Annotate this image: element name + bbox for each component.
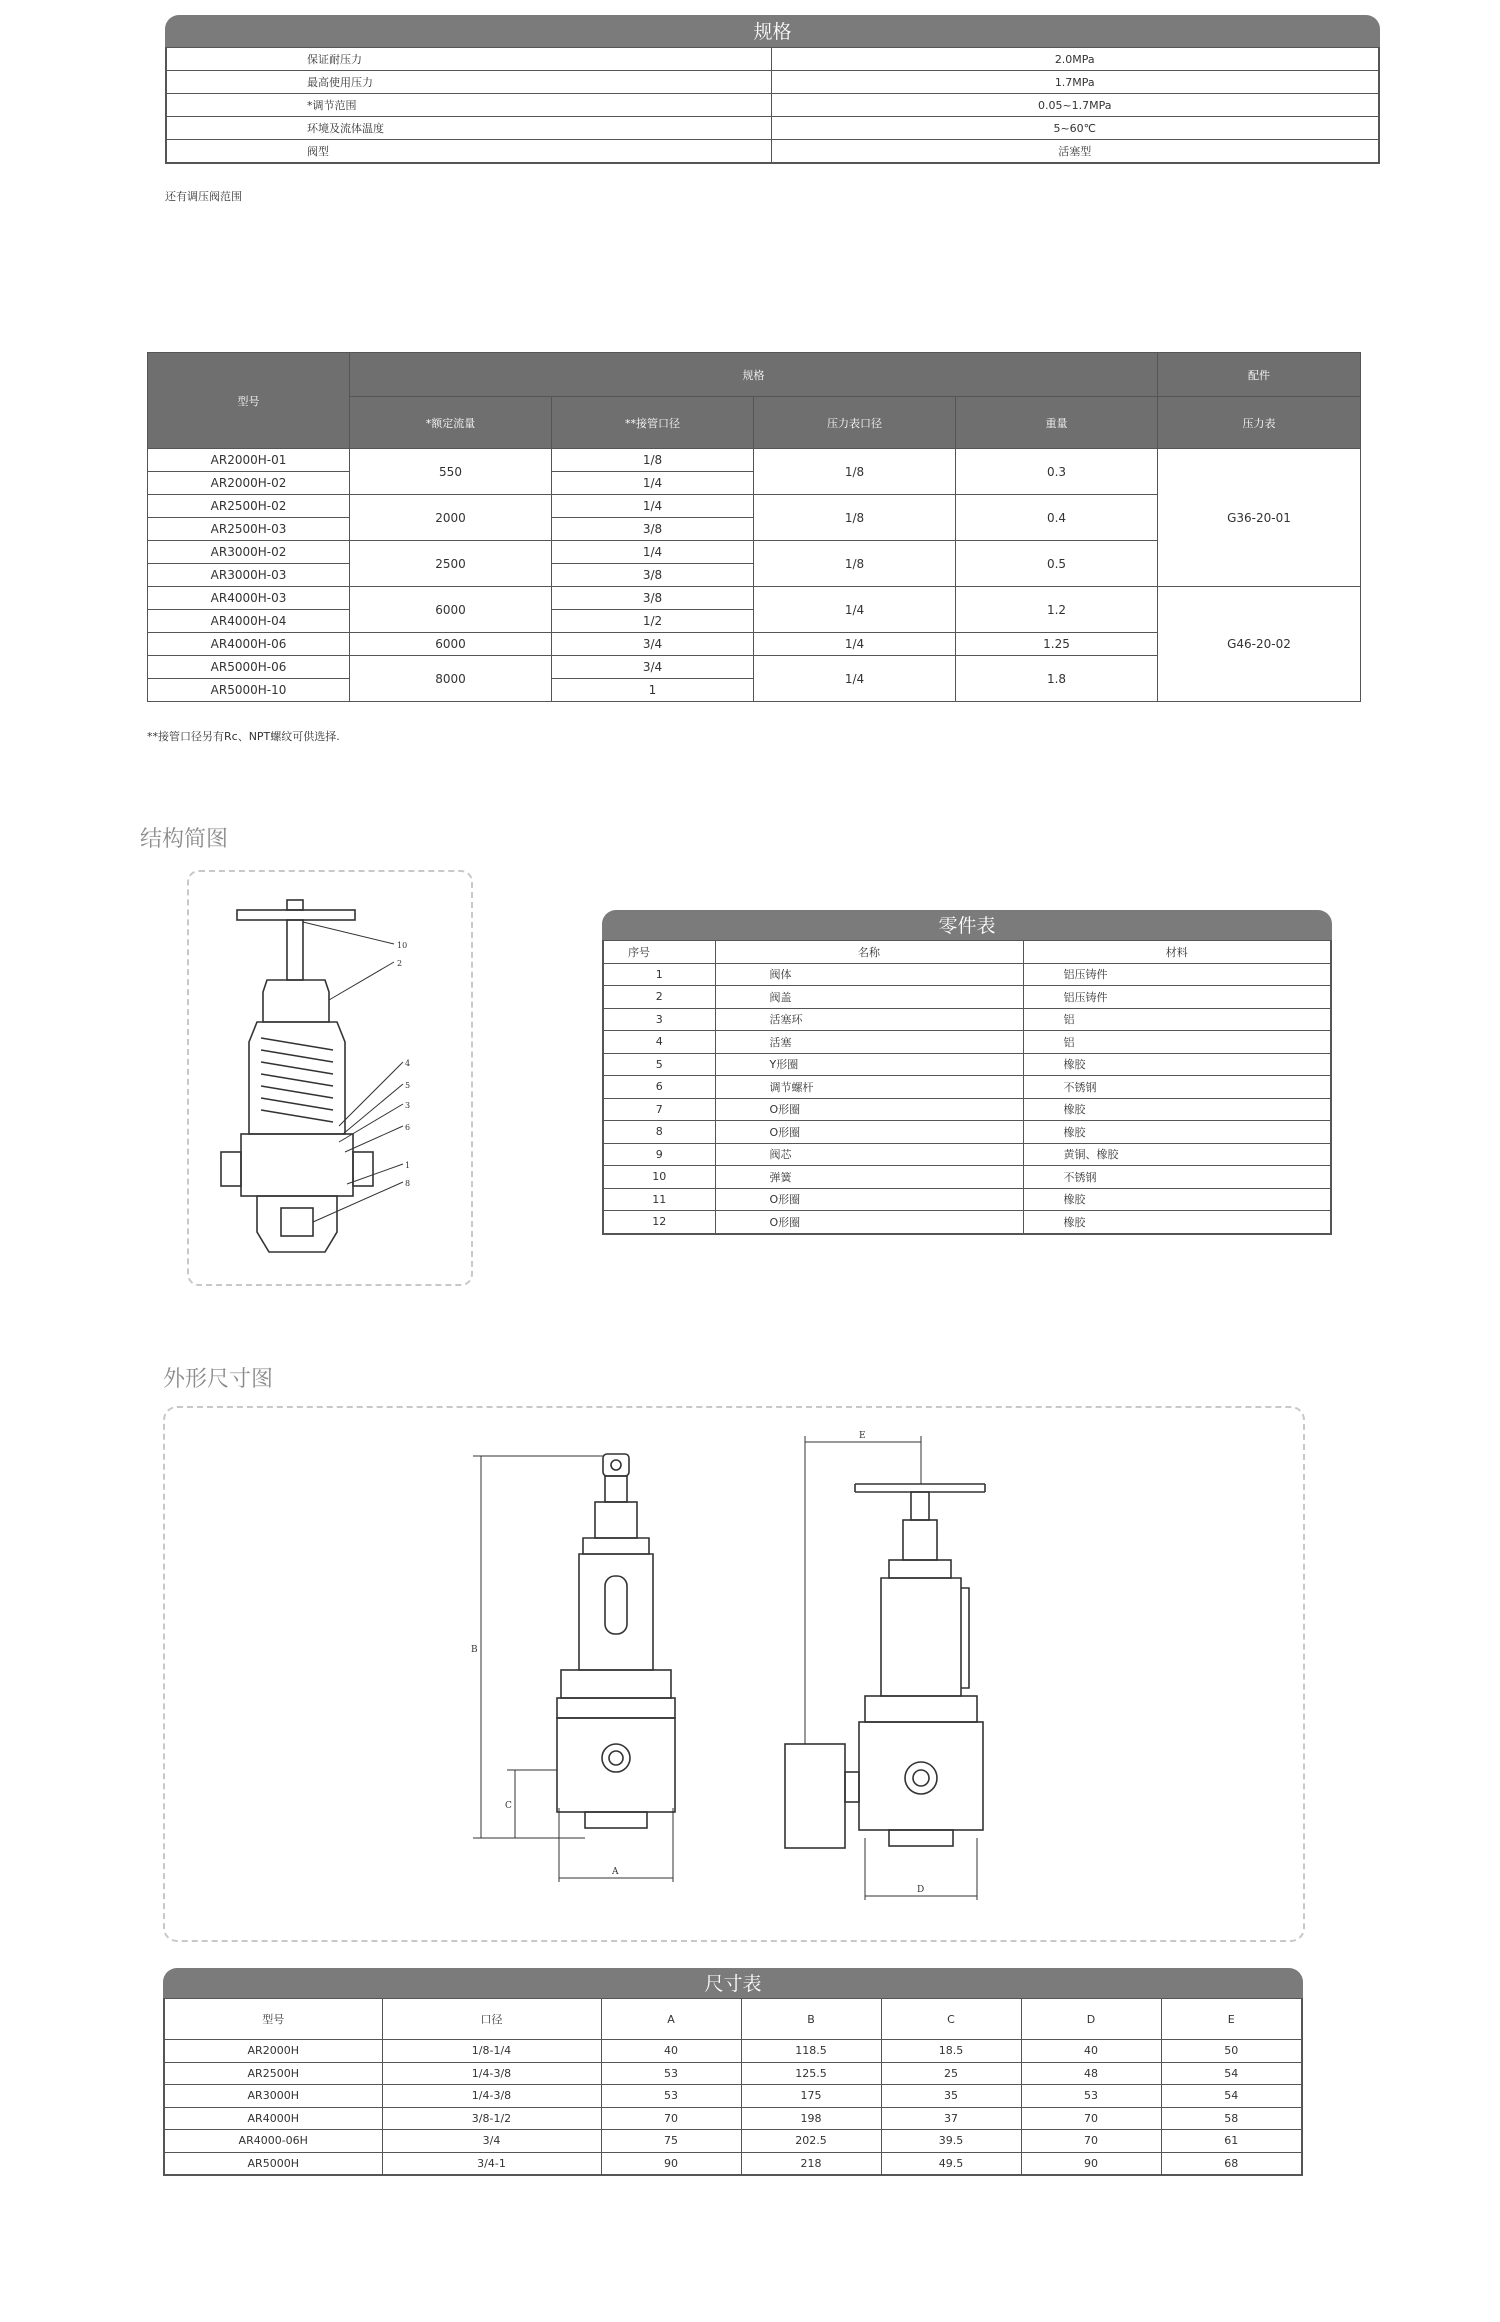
dim-cell: 54 — [1161, 2062, 1302, 2085]
weight-cell: 1.2 — [956, 587, 1158, 633]
col-weight: 重量 — [956, 397, 1158, 449]
spec-label: *调节范围 — [166, 94, 771, 117]
col-b: B — [741, 1999, 881, 2040]
port-cell: 1/2 — [552, 610, 754, 633]
part-name: 阀体 — [715, 963, 1023, 986]
port-cell: 1/4 — [552, 472, 754, 495]
flow-cell: 2500 — [350, 541, 552, 587]
callout-label: 3 — [405, 1101, 411, 1110]
parts-table-title: 零件表 — [602, 910, 1332, 940]
table-row — [603, 1211, 1331, 1234]
part-material: 不锈钢 — [1023, 1166, 1331, 1189]
dim-cell: AR2000H — [164, 2040, 382, 2063]
dim-label-d: D — [917, 1885, 925, 1895]
port-cell: 1/8 — [552, 449, 754, 472]
table-row — [603, 1188, 1331, 1211]
dimension-drawing-title: 外形尺寸图 — [163, 1367, 274, 1392]
model-cell: AR3000H-02 — [148, 541, 350, 564]
part-name: 调节螺杆 — [715, 1076, 1023, 1099]
dim-cell: 70 — [1021, 2107, 1161, 2130]
dim-cell: 1/4-3/8 — [382, 2085, 601, 2108]
weight-cell: 0.4 — [956, 495, 1158, 541]
callout-label: 2 — [397, 959, 403, 968]
col-flow: *额定流量 — [350, 397, 552, 449]
dim-cell: AR5000H — [164, 2152, 382, 2175]
model-cell: AR3000H-03 — [148, 564, 350, 587]
gauge-port-cell: 1/8 — [754, 541, 956, 587]
col-gauge-port: 压力表口径 — [754, 397, 956, 449]
part-no: 5 — [603, 1053, 715, 1076]
col-port: **接管口径 — [552, 397, 754, 449]
spec-table-body — [165, 47, 1380, 164]
port-cell: 1 — [552, 679, 754, 702]
dim-cell: 75 — [601, 2130, 741, 2153]
col-d: D — [1021, 1999, 1161, 2040]
model-cell: AR4000H-04 — [148, 610, 350, 633]
dim-cell: AR4000-06H — [164, 2130, 382, 2153]
dimension-table-body — [163, 1998, 1303, 2176]
port-cell: 3/8 — [552, 587, 754, 610]
dim-cell: 53 — [601, 2062, 741, 2085]
table-header-row — [148, 353, 1361, 397]
flow-cell: 6000 — [350, 633, 552, 656]
parts-table-body — [602, 940, 1332, 1235]
gauge-port-cell: 1/8 — [754, 495, 956, 541]
part-no: 11 — [603, 1188, 715, 1211]
dim-cell: 39.5 — [881, 2130, 1021, 2153]
model-cell: AR2500H-02 — [148, 495, 350, 518]
part-material: 橡胶 — [1023, 1121, 1331, 1144]
col-name: 名称 — [715, 941, 1023, 964]
spec-value: 5~60℃ — [771, 117, 1379, 140]
table-header-row — [164, 1999, 1302, 2040]
part-material: 铝 — [1023, 1031, 1331, 1054]
table-row — [603, 1031, 1331, 1054]
dim-cell: 90 — [601, 2152, 741, 2175]
table-row — [603, 963, 1331, 986]
dim-cell: 35 — [881, 2085, 1021, 2108]
gauge-cell: G46-20-02 — [1158, 587, 1361, 702]
dim-cell: 61 — [1161, 2130, 1302, 2153]
gauge-port-cell: 1/4 — [754, 633, 956, 656]
weight-cell: 0.5 — [956, 541, 1158, 587]
dim-cell: 1/8-1/4 — [382, 2040, 601, 2063]
col-a: A — [601, 1999, 741, 2040]
table-header-row — [603, 941, 1331, 964]
dim-cell: 37 — [881, 2107, 1021, 2130]
col-c: C — [881, 1999, 1021, 2040]
spec-value: 2.0MPa — [771, 48, 1379, 71]
model-cell: AR5000H-06 — [148, 656, 350, 679]
part-name: 弹簧 — [715, 1166, 1023, 1189]
dim-cell: 54 — [1161, 2085, 1302, 2108]
spec-table — [165, 15, 1380, 164]
dim-cell: 90 — [1021, 2152, 1161, 2175]
part-name: 活塞环 — [715, 1008, 1023, 1031]
dim-cell: 202.5 — [741, 2130, 881, 2153]
spec-label: 阀型 — [166, 140, 771, 164]
model-cell: AR2000H-02 — [148, 472, 350, 495]
structure-title: 结构简图 — [140, 827, 229, 852]
part-no: 12 — [603, 1211, 715, 1234]
table-row — [164, 2062, 1302, 2085]
model-cell: AR4000H-03 — [148, 587, 350, 610]
dim-cell: 49.5 — [881, 2152, 1021, 2175]
dim-cell: 50 — [1161, 2040, 1302, 2063]
col-accessory: 配件 — [1158, 353, 1361, 397]
callout-label: 4 — [405, 1059, 411, 1068]
col-port: 口径 — [382, 1999, 601, 2040]
spec-label: 环境及流体温度 — [166, 117, 771, 140]
flow-cell: 2000 — [350, 495, 552, 541]
part-material: 橡胶 — [1023, 1053, 1331, 1076]
table-row — [164, 2085, 1302, 2108]
dim-cell: AR3000H — [164, 2085, 382, 2108]
dim-cell: 218 — [741, 2152, 881, 2175]
dim-cell: 1/4-3/8 — [382, 2062, 601, 2085]
col-no: 序号 — [603, 941, 715, 964]
dim-label-a: A — [612, 1867, 619, 1877]
gauge-cell: G36-20-01 — [1158, 449, 1361, 587]
part-name: O形圈 — [715, 1188, 1023, 1211]
callout-label: 1 — [405, 1161, 411, 1170]
model-cell: AR2000H-01 — [148, 449, 350, 472]
part-material: 黄铜、橡胶 — [1023, 1143, 1331, 1166]
table-row — [603, 1121, 1331, 1144]
part-no: 3 — [603, 1008, 715, 1031]
parts-table — [602, 910, 1332, 1235]
table-row — [148, 449, 1361, 472]
table-row — [164, 2040, 1302, 2063]
part-no: 4 — [603, 1031, 715, 1054]
dimension-drawing-frame — [163, 1406, 1305, 1942]
dim-cell: 40 — [601, 2040, 741, 2063]
part-material: 铝压铸件 — [1023, 963, 1331, 986]
dim-cell: 53 — [601, 2085, 741, 2108]
table-row — [164, 2152, 1302, 2175]
table-row — [603, 1143, 1331, 1166]
port-cell: 1/4 — [552, 541, 754, 564]
dim-cell: 125.5 — [741, 2062, 881, 2085]
part-no: 2 — [603, 986, 715, 1009]
table-row — [166, 117, 1379, 140]
table-row — [164, 2130, 1302, 2153]
col-spec: 规格 — [350, 353, 1158, 397]
flow-cell: 6000 — [350, 587, 552, 633]
part-material: 橡胶 — [1023, 1188, 1331, 1211]
dim-label-b: B — [471, 1645, 478, 1655]
col-material: 材料 — [1023, 941, 1331, 964]
flow-cell: 8000 — [350, 656, 552, 702]
dim-cell: 58 — [1161, 2107, 1302, 2130]
spec-label: 最高使用压力 — [166, 71, 771, 94]
weight-cell: 1.25 — [956, 633, 1158, 656]
weight-cell: 1.8 — [956, 656, 1158, 702]
structure-drawing — [189, 872, 471, 1284]
dim-cell: 25 — [881, 2062, 1021, 2085]
dim-cell: 3/4 — [382, 2130, 601, 2153]
part-material: 铝 — [1023, 1008, 1331, 1031]
table-row — [164, 2107, 1302, 2130]
dim-cell: 198 — [741, 2107, 881, 2130]
part-name: 阀盖 — [715, 986, 1023, 1009]
dim-cell: 3/4-1 — [382, 2152, 601, 2175]
dim-cell: 68 — [1161, 2152, 1302, 2175]
callout-label: 5 — [405, 1081, 411, 1090]
table-row — [603, 1166, 1331, 1189]
table-row — [603, 1053, 1331, 1076]
weight-cell: 0.3 — [956, 449, 1158, 495]
dim-label-e: E — [859, 1431, 866, 1441]
table-row — [166, 71, 1379, 94]
callout-label: 6 — [405, 1123, 411, 1132]
part-no: 7 — [603, 1098, 715, 1121]
model-table — [147, 352, 1361, 702]
col-model: 型号 — [148, 353, 350, 449]
dim-cell: 53 — [1021, 2085, 1161, 2108]
part-name: O形圈 — [715, 1211, 1023, 1234]
gauge-port-cell: 1/4 — [754, 587, 956, 633]
dim-cell: 175 — [741, 2085, 881, 2108]
spec-value: 0.05~1.7MPa — [771, 94, 1379, 117]
table-row — [603, 1098, 1331, 1121]
part-material: 不锈钢 — [1023, 1076, 1331, 1099]
dim-cell: 18.5 — [881, 2040, 1021, 2063]
part-name: O形圈 — [715, 1121, 1023, 1144]
spec-value: 1.7MPa — [771, 71, 1379, 94]
gauge-port-cell: 1/8 — [754, 449, 956, 495]
dim-cell: 118.5 — [741, 2040, 881, 2063]
spec-value: 活塞型 — [771, 140, 1379, 164]
gauge-port-cell: 1/4 — [754, 656, 956, 702]
part-no: 6 — [603, 1076, 715, 1099]
table-row — [148, 587, 1361, 610]
col-model: 型号 — [164, 1999, 382, 2040]
model-cell: AR2500H-03 — [148, 518, 350, 541]
part-material: 橡胶 — [1023, 1211, 1331, 1234]
model-cell: AR5000H-10 — [148, 679, 350, 702]
structure-drawing-frame — [187, 870, 473, 1286]
spec-note: 还有调压阀范围 — [165, 190, 242, 203]
dim-cell: AR4000H — [164, 2107, 382, 2130]
part-name: Y形圈 — [715, 1053, 1023, 1076]
table-row — [166, 140, 1379, 164]
dim-cell: AR2500H — [164, 2062, 382, 2085]
part-no: 1 — [603, 963, 715, 986]
dimension-table — [163, 1968, 1303, 2176]
port-cell: 3/4 — [552, 633, 754, 656]
port-cell: 3/8 — [552, 564, 754, 587]
table-row — [166, 94, 1379, 117]
dim-cell: 3/8-1/2 — [382, 2107, 601, 2130]
part-name: 阀芯 — [715, 1143, 1023, 1166]
dim-cell: 70 — [1021, 2130, 1161, 2153]
dim-cell: 40 — [1021, 2040, 1161, 2063]
callout-label: 10 — [397, 941, 408, 950]
models-note: **接管口径另有Rc、NPT螺纹可供选择. — [147, 730, 340, 743]
flow-cell: 550 — [350, 449, 552, 495]
col-e: E — [1161, 1999, 1302, 2040]
spec-label: 保证耐压力 — [166, 48, 771, 71]
part-name: 活塞 — [715, 1031, 1023, 1054]
dim-label-c: C — [505, 1801, 512, 1811]
part-no: 10 — [603, 1166, 715, 1189]
part-no: 9 — [603, 1143, 715, 1166]
table-row — [603, 1008, 1331, 1031]
port-cell: 1/4 — [552, 495, 754, 518]
callout-label: 8 — [405, 1179, 411, 1188]
port-cell: 3/8 — [552, 518, 754, 541]
col-gauge: 压力表 — [1158, 397, 1361, 449]
spec-table-title: 规格 — [165, 15, 1380, 47]
table-row — [603, 986, 1331, 1009]
table-row — [603, 1076, 1331, 1099]
dimension-table-title: 尺寸表 — [163, 1968, 1303, 1998]
port-cell: 3/4 — [552, 656, 754, 679]
part-material: 橡胶 — [1023, 1098, 1331, 1121]
model-cell: AR4000H-06 — [148, 633, 350, 656]
dimension-drawing — [165, 1408, 1303, 1940]
dim-cell: 70 — [601, 2107, 741, 2130]
dim-cell: 48 — [1021, 2062, 1161, 2085]
part-no: 8 — [603, 1121, 715, 1144]
table-row — [166, 48, 1379, 71]
part-material: 铝压铸件 — [1023, 986, 1331, 1009]
part-name: O形圈 — [715, 1098, 1023, 1121]
